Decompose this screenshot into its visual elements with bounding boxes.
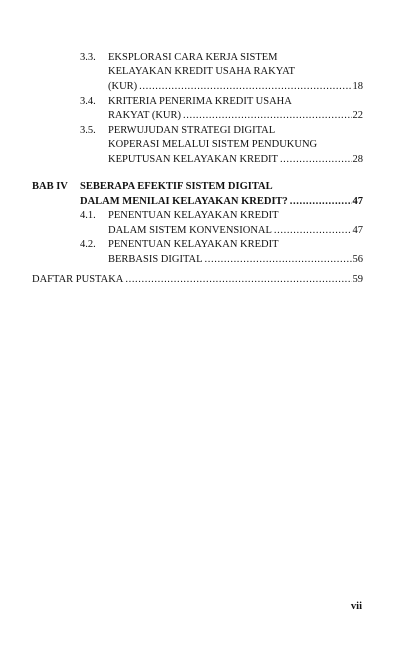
toc-page-number: 22: [352, 110, 363, 121]
toc-chapter-title-line-1: SEBERAPA EFEKTIF SISTEM DIGITAL: [80, 181, 273, 192]
toc-entry-3-4-line-2: RAKYAT (KUR): [108, 110, 182, 121]
toc-entry-3-5-last-line: [108, 153, 363, 167]
toc-page-number: 47: [352, 196, 363, 207]
toc-chapter-title-last-line: [80, 195, 363, 209]
toc-leader-dots: [125, 273, 351, 287]
toc-entry-3-3-line-2: KELAYAKAN KREDIT USAHA RAKYAT: [108, 66, 295, 77]
toc-entry-3-5-line-1: PERWUJUDAN STRATEGI DIGITAL: [108, 125, 276, 136]
toc-entry-3-3-line-3: (KUR): [108, 81, 138, 92]
toc-leader-dots: [290, 195, 352, 209]
toc-entry-4-2-line-2: BERBASIS DIGITAL: [108, 254, 203, 265]
toc-entry-daftar-pustaka: [32, 273, 363, 287]
toc-chapter-title-line-2: DALAM MENILAI KELAYAKAN KREDIT?: [80, 196, 288, 207]
toc-number-3-4: 3.4.: [80, 96, 96, 107]
toc-leader-dots: [205, 253, 352, 267]
toc-entry-3-4-last-line: [108, 109, 363, 123]
toc-page-number: 18: [352, 81, 363, 92]
toc-page-number: 28: [352, 154, 363, 165]
toc-number-3-3: 3.3.: [80, 52, 96, 63]
toc-entry-3-5-line-2: KOPERASI MELALUI SISTEM PENDUKUNG: [108, 139, 318, 150]
toc-leader-dots: [280, 153, 352, 167]
toc-number-4-1: 4.1.: [80, 210, 96, 221]
toc-entry-4-2-last-line: [108, 253, 363, 267]
toc-entry-3-5-line-3: KEPUTUSAN KELAYAKAN KREDIT: [108, 154, 278, 165]
toc-page-number: 59: [352, 274, 363, 285]
toc-entry-4-2-line-1: PENENTUAN KELAYAKAN KREDIT: [108, 239, 279, 250]
toc-number-3-5: 3.5.: [80, 125, 96, 136]
toc-number-4-2: 4.2.: [80, 239, 96, 250]
toc-leader-dots: [274, 224, 352, 238]
toc-entry-3-3-last-line: [108, 80, 363, 94]
toc-entry-daftar-pustaka-label: DAFTAR PUSTAKA: [32, 274, 124, 285]
page-folio: vii: [350, 601, 362, 612]
toc-entry-4-1-last-line: [108, 224, 363, 238]
toc-page-number: 47: [352, 225, 363, 236]
toc-leader-dots: [139, 80, 351, 94]
toc-entry-3-3-line-1: EKSPLORASI CARA KERJA SISTEM: [108, 52, 278, 63]
toc-leader-dots: [183, 109, 351, 123]
toc-entry-4-1-line-2: DALAM SISTEM KONVENSIONAL: [108, 225, 272, 236]
toc-entry-3-4-line-1: KRITERIA PENERIMA KREDIT USAHA: [108, 96, 292, 107]
toc-entry-4-1-line-1: PENENTUAN KELAYAKAN KREDIT: [108, 210, 279, 221]
toc-chapter-label-bab-iv: BAB IV: [32, 181, 68, 192]
toc-page-number: 56: [352, 254, 363, 265]
